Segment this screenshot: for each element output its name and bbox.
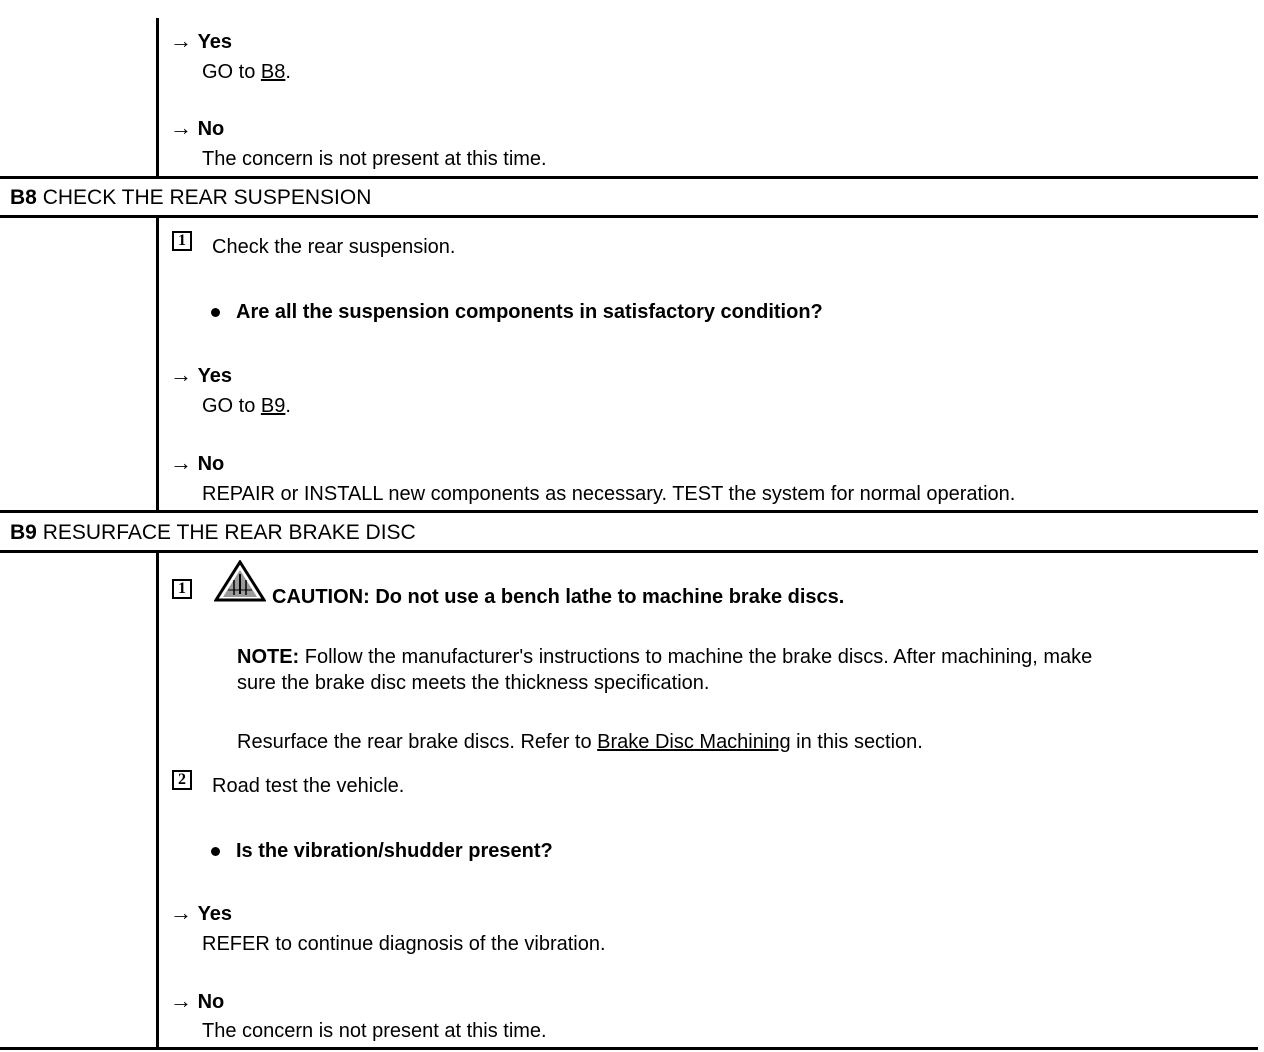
yes-action-text: GO to bbox=[202, 61, 261, 83]
brake-disc-machining-link[interactable]: Brake Disc Machining bbox=[597, 731, 791, 753]
bullet-icon bbox=[211, 847, 220, 856]
arrow-right-icon: → bbox=[170, 988, 192, 1013]
no-branch bbox=[170, 117, 224, 139]
arrow-right-icon: → bbox=[170, 115, 192, 140]
no-action: The concern is not present at this time. bbox=[202, 148, 547, 170]
section-divider bbox=[0, 176, 1258, 179]
yes-action bbox=[202, 396, 291, 416]
arrow-right-icon: → bbox=[170, 362, 192, 387]
warning-triangle-icon bbox=[214, 560, 266, 602]
arrow-right-icon: → bbox=[170, 28, 192, 53]
no-action: REPAIR or INSTALL new components as necessary. TEST the system for normal operation. bbox=[202, 483, 1016, 505]
no-branch bbox=[170, 452, 224, 474]
arrow-right-icon: → bbox=[170, 450, 192, 475]
column-divider bbox=[156, 553, 159, 1048]
no-label: No bbox=[197, 453, 225, 475]
yes-branch bbox=[170, 902, 232, 924]
note-label: NOTE: bbox=[237, 646, 300, 668]
step-number-box: 1 bbox=[172, 231, 192, 251]
goto-b9-link[interactable]: B9 bbox=[260, 395, 286, 417]
section-divider bbox=[0, 1047, 1258, 1050]
yes-action: REFER to continue diagnosis of the vibration. bbox=[202, 933, 606, 955]
goto-b8-link[interactable]: B8 bbox=[260, 61, 286, 83]
yes-label: Yes bbox=[197, 365, 233, 387]
resurface-instruction bbox=[237, 732, 923, 752]
yes-action-text: GO to bbox=[202, 395, 261, 417]
section-b9-heading bbox=[10, 522, 416, 543]
yes-action bbox=[202, 62, 291, 82]
section-divider bbox=[0, 550, 1258, 553]
no-branch bbox=[170, 990, 224, 1012]
yes-branch bbox=[170, 30, 232, 52]
question-text: Is the vibration/shudder present? bbox=[236, 840, 553, 862]
step-number-box: 1 bbox=[172, 579, 192, 599]
column-divider bbox=[156, 218, 159, 512]
section-code: B8 bbox=[10, 186, 37, 209]
column-divider bbox=[156, 18, 159, 176]
arrow-right-icon: → bbox=[170, 900, 192, 925]
yes-label: Yes bbox=[197, 31, 233, 53]
yes-action-suffix: . bbox=[285, 395, 291, 417]
caution-text: CAUTION: Do not use a bench lathe to machine brake discs. bbox=[272, 586, 845, 608]
note-line-1 bbox=[237, 647, 1092, 667]
bullet-icon bbox=[211, 308, 220, 317]
no-label: No bbox=[197, 118, 225, 140]
resurface-text: Resurface the rear brake discs. Refer to bbox=[237, 731, 598, 753]
no-action: The concern is not present at this time. bbox=[202, 1020, 547, 1042]
note-text: Follow the manufacturer's instructions to machine the brake discs. After machining, make bbox=[299, 646, 1093, 668]
yes-label: Yes bbox=[197, 903, 233, 925]
section-title: RESURFACE THE REAR BRAKE DISC bbox=[36, 521, 416, 544]
resurface-suffix: in this section. bbox=[790, 731, 923, 753]
step-number-box: 2 bbox=[172, 770, 192, 790]
section-title: CHECK THE REAR SUSPENSION bbox=[36, 186, 372, 209]
step-text: Check the rear suspension. bbox=[212, 236, 456, 258]
step-text: Road test the vehicle. bbox=[212, 775, 405, 797]
question-text: Are all the suspension components in satisfactory condition? bbox=[236, 301, 823, 323]
section-code: B9 bbox=[10, 521, 37, 544]
section-divider bbox=[0, 510, 1258, 513]
yes-branch bbox=[170, 364, 232, 386]
yes-action-suffix: . bbox=[285, 61, 291, 83]
section-b8-heading bbox=[10, 187, 371, 208]
section-divider bbox=[0, 215, 1258, 218]
no-label: No bbox=[197, 991, 225, 1013]
note-line-2: sure the brake disc meets the thickness specification. bbox=[237, 672, 710, 694]
